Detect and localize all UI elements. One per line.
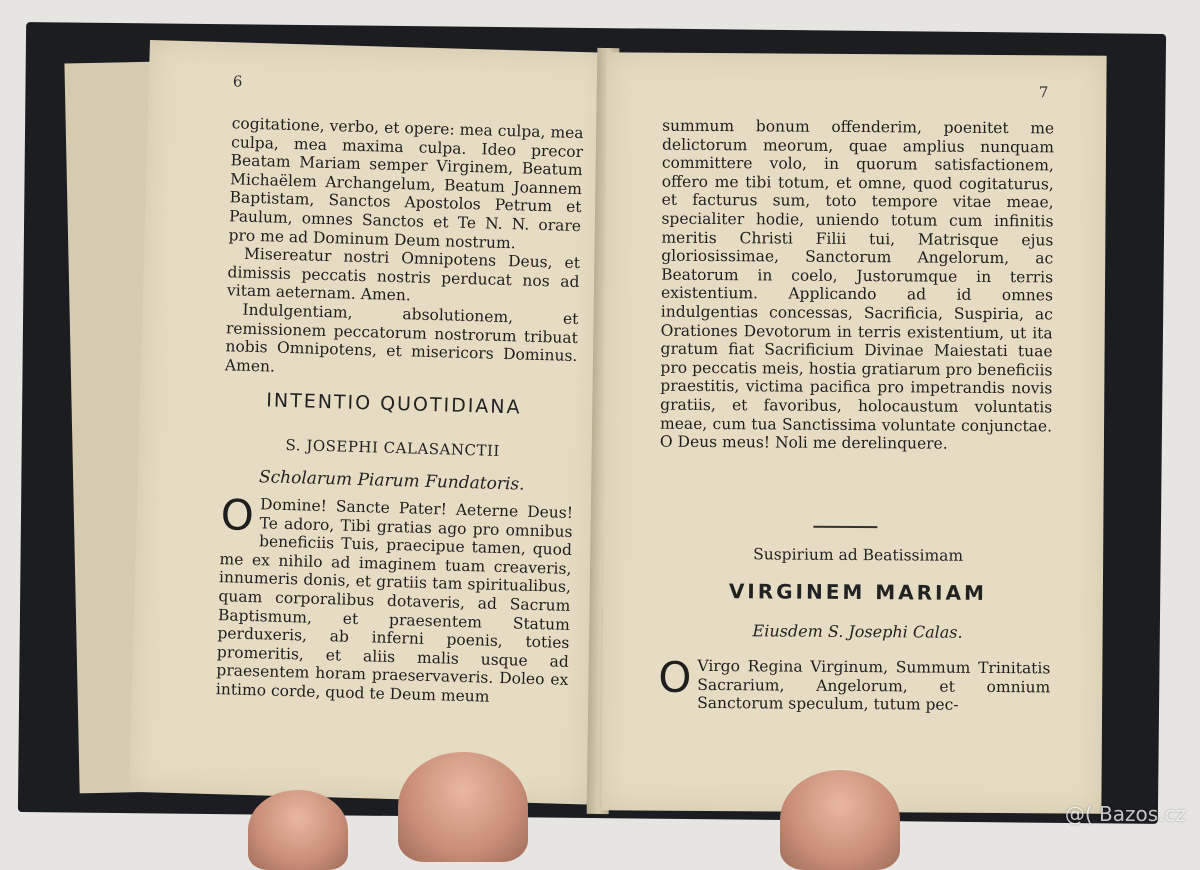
prayer-text: Virgo Regina Virginum, Summum Trinitatis Sacrarium, Angelorum, et omnium Sanctorum speculum, tutum pec- <box>697 656 1051 714</box>
prayer-text: Domine! Sancte Pater! Aeterne Deus! Te adoro, Tibi gratias ago pro omnibus beneficiis Tuis, praecipue tamen, quod me ex nihilo ad imaginem tuam creaveris, innumeris donis, et gratiis tam spiritualibus, quam corporalibus dotaveris, ad Sacrum Baptismum, et praesentem Statum perduxeris, ab inferni poenis, toties promeritis, et aliis malis usque ad praesentem horam praeservaveris. Doleo ex intimo corde, quod te Deum meum <box>215 495 574 706</box>
right-page-body: summum bonum offenderim, poenitet me delictorum meorum, quae amplius nunquam committere volo, in quorum satisfactionem, offero me tibi totum, et omne, quod cogitaturus, et facturus sum, toto tempore vitae meae, specialiter hodie, uniendo totum cum infinitis meritis Christi Filii tui, Matrisque ejus gloriosissimae, Sanctorum Angelorum, ac Beatorum in coelo, Justorumque in terris existentium. Applicando ad id omnes indulgentias concessas, Sacrificia, Suspiria, ac Orationes Devotorum in terris existentium, ut ita gratum fiat Sacrificium Divinae Maiestati tuae pro peccatis meis, hostia gratiarum pro beneficiis praestitis, victima pacifica pro impetrandis novis gratiis, et favoribus, holocaustum voluntatis meae, cum tua Sanctissima voluntate conjunctae. O Deus meus! Noli me derelinquere. <box>659 116 1055 453</box>
paragraph: Misereatur nostri Omnipotens Deus, et dimissis peccatis nostris perducat nos ad vitam aeternam. Amen. <box>226 244 581 305</box>
divider-rule <box>813 526 877 528</box>
prayer-intentio <box>215 490 574 708</box>
prayer-virginem <box>658 652 1051 716</box>
dropcap: O <box>220 490 255 541</box>
heading-intentio: INTENTIO QUOTIDIANA <box>266 389 522 419</box>
thumb <box>398 752 528 862</box>
page-number-right: 7 <box>1038 83 1049 102</box>
italic-fundatoris: Scholarum Piarum Fundatoris. <box>258 467 525 495</box>
dropcap: O <box>658 652 692 702</box>
left-page <box>129 40 608 804</box>
left-page-body <box>225 114 584 384</box>
finger <box>248 790 348 870</box>
italic-eiusdem: Eiusdem S. Josephi Calas. <box>752 621 963 642</box>
paragraph: Indulgentiam, absolutionem, et remissionem peccatorum nostrorum tribuat nobis Omnipotens, et misericors Dominus. Amen. <box>224 300 579 376</box>
heading-virginem: VIRGINEM MARIAM <box>728 579 987 605</box>
watermark: @( Bazos.cz <box>1064 802 1186 826</box>
finger <box>780 770 900 870</box>
suspirium-line: Suspirium ad Beatissimam <box>753 545 964 565</box>
paragraph: cogitatione, verbo, et opere: mea culpa, mea culpa, mea maxima culpa. Ideo precor Beatam Mariam semper Virginem, Beatum Michaëlem Archangelum, Beatum Joannem Baptistam, Sanctos Apostolos Petrum et Paulum, omnes Sanctos et Te N. N. orare pro me ad Dominum Deum nostrum. <box>228 114 584 252</box>
page-number-left: 6 <box>232 72 243 91</box>
right-page <box>601 52 1106 813</box>
subheading-josephi: S. JOSEPHI CALASANCTII <box>285 435 501 460</box>
